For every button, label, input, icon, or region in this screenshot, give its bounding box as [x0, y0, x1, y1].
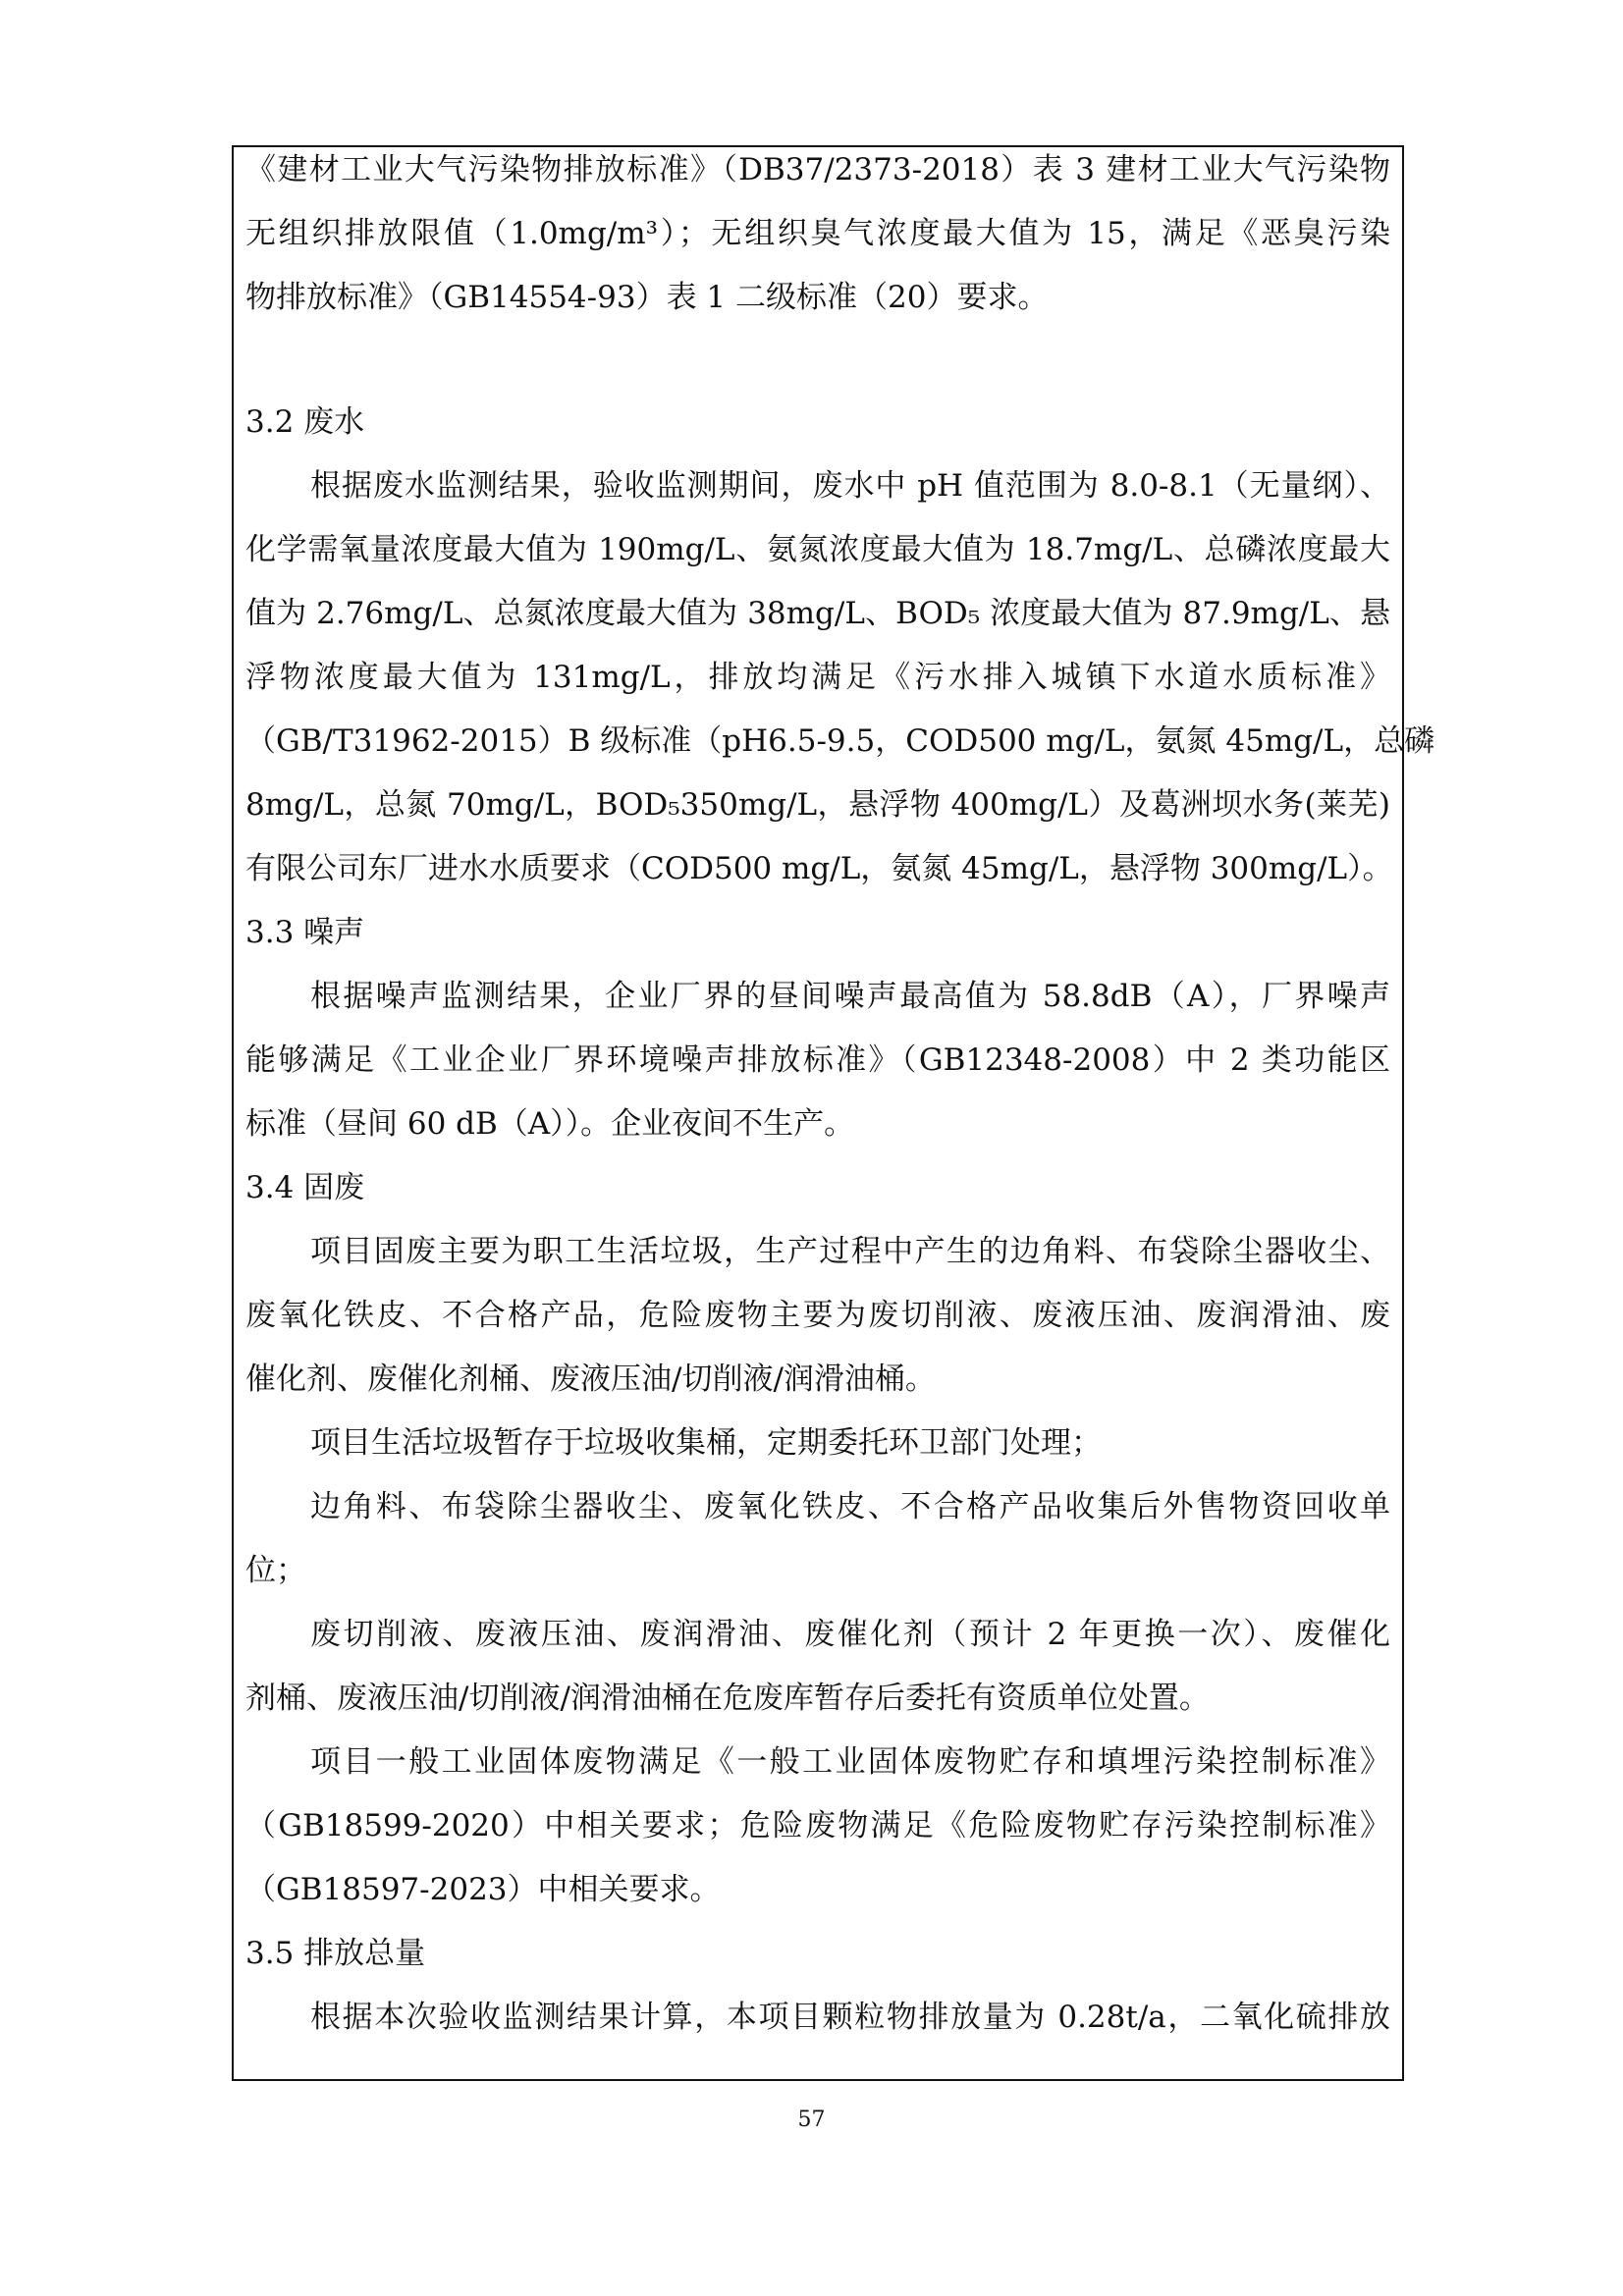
- text-line: 位；: [245, 1553, 306, 1588]
- text-line: 物排放标准》（GB14554-93）表 1 二级标准（20）要求。: [245, 280, 1049, 315]
- text-line: 剂桶、废液压油/切削液/润滑油桶在危废库暂存后委托有资质单位处置。: [245, 1681, 1210, 1716]
- text-line: 8mg/L，总氮 70mg/L，BOD₅350mg/L，悬浮物 400mg/L）及葛洲坝水务(莱芜): [245, 787, 1390, 823]
- text-line: 无组织排放限值（1.0mg/m³）；无组织臭气浓度最大值为 15，满足《恶臭污染: [245, 216, 1390, 251]
- page-number: 57: [797, 2108, 826, 2132]
- section-heading-wastewater: 3.2 废水: [245, 404, 365, 440]
- text-line: 化学需氧量浓度最大值为 190mg/L、氨氮浓度最大值为 18.7mg/L、总磷浓度最大: [245, 532, 1390, 567]
- text-line: 标准（昼间 60 dB（A））。企业夜间不生产。: [245, 1106, 855, 1142]
- text-line: 《建材工业大气污染物排放标准》（DB37/2373-2018）表 3 建材工业大气污染物: [245, 152, 1390, 187]
- text-line: 项目一般工业固体废物满足《一般工业固体废物贮存和填埋污染控制标准》: [310, 1744, 1390, 1780]
- text-line: （GB18599-2020）中相关要求；危险废物满足《危险废物贮存污染控制标准》: [245, 1808, 1390, 1843]
- section-heading-total-emissions: 3.5 排放总量: [245, 1936, 426, 1971]
- text-line: 能够满足《工业企业厂界环境噪声排放标准》（GB12348-2008）中 2 类功能区: [245, 1042, 1390, 1078]
- text-line: 根据噪声监测结果，企业厂界的昼间噪声最高值为 58.8dB（A），厂界噪声: [310, 979, 1390, 1014]
- text-line: （GB/T31962-2015）B 级标准（pH6.5-9.5，COD500 mg/L，氨氮 45mg/L，总磷: [245, 723, 1435, 759]
- text-line: 项目固废主要为职工生活垃圾，生产过程中产生的边角料、布袋除尘器收尘、: [310, 1234, 1390, 1269]
- text-line: 浮物浓度最大值为 131mg/L，排放均满足《污水排入城镇下水道水质标准》: [245, 660, 1390, 695]
- text-line: 根据废水监测结果，验收监测期间，废水中 pH 值范围为 8.0-8.1（无量纲）、: [310, 468, 1390, 504]
- text-line: 有限公司东厂进水水质要求（COD500 mg/L，氨氮 45mg/L，悬浮物 300mg/L）。: [245, 851, 1393, 886]
- text-line: 催化剂、废催化剂桶、废液压油/切削液/润滑油桶。: [245, 1362, 936, 1397]
- text-line: 值为 2.76mg/L、总氮浓度最大值为 38mg/L、BOD₅ 浓度最大值为 87.9mg/L、悬: [245, 596, 1390, 631]
- text-line: 废氧化铁皮、不合格产品，危险废物主要为废切削液、废液压油、废润滑油、废: [245, 1298, 1390, 1333]
- section-heading-solid-waste: 3.4 固废: [245, 1170, 365, 1205]
- text-line: （GB18597-2023）中相关要求。: [245, 1872, 721, 1907]
- text-line: 根据本次验收监测结果计算，本项目颗粒物排放量为 0.28t/a，二氧化硫排放: [310, 2000, 1390, 2035]
- text-line: 项目生活垃圾暂存于垃圾收集桶，定期委托环卫部门处理；: [310, 1425, 1102, 1461]
- text-line: 边角料、布袋除尘器收尘、废氧化铁皮、不合格产品收集后外售物资回收单: [310, 1489, 1390, 1524]
- section-heading-noise: 3.3 噪声: [245, 915, 365, 950]
- text-line: 废切削液、废液压油、废润滑油、废催化剂（预计 2 年更换一次）、废催化: [310, 1617, 1390, 1652]
